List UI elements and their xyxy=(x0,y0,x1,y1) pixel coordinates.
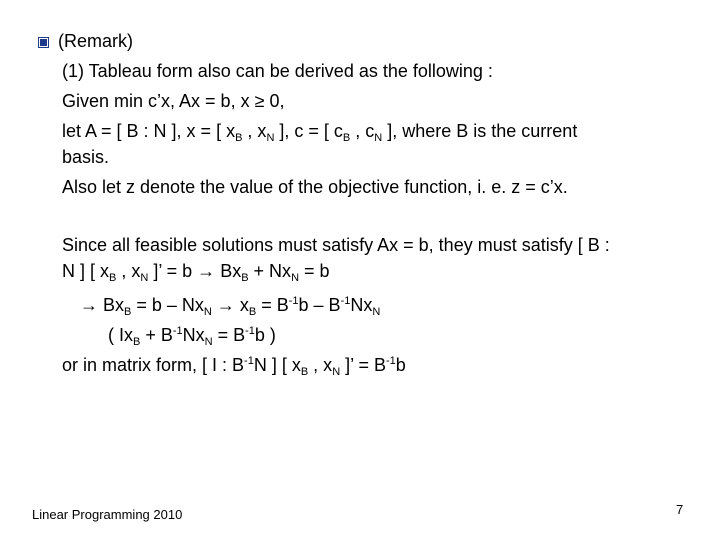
text-segment: b ) xyxy=(254,325,276,345)
subscript: N xyxy=(203,306,212,318)
text-segment: Nx xyxy=(182,325,205,345)
line-equation-1 xyxy=(62,260,330,289)
superscript: -1 xyxy=(172,325,183,337)
text-segment: N ] [ x xyxy=(62,261,110,281)
superscript: -1 xyxy=(245,325,255,337)
subscript: B xyxy=(133,336,141,348)
text-segment: ], c = [ c xyxy=(274,121,343,141)
subscript: B xyxy=(109,272,117,284)
text-segment: = B xyxy=(256,295,289,315)
footer-text: Linear Programming 2010 xyxy=(32,507,183,522)
text-segment: ], where B is the current xyxy=(382,121,578,141)
remark-title: (Remark) xyxy=(58,31,133,51)
text-segment: + B xyxy=(140,325,173,345)
text-segment: b – B xyxy=(298,295,341,315)
text-segment: , x xyxy=(308,355,333,375)
text-segment: = B xyxy=(212,325,246,345)
superscript: -1 xyxy=(244,355,254,367)
line-objective: Also let z denote the value of the objective function, i. e. z = c’x. xyxy=(62,177,568,197)
line-tableau-form: (1) Tableau form also can be derived as the following : xyxy=(62,61,493,81)
subscript: N xyxy=(204,336,213,348)
text-segment: ( Ix xyxy=(108,325,133,345)
text-segment: = b – Nx xyxy=(131,295,204,315)
text-segment: , c xyxy=(350,121,375,141)
line-matrix-form xyxy=(62,350,406,383)
subscript: B xyxy=(300,366,309,378)
checkbox-bullet-icon xyxy=(38,37,49,48)
superscript: -1 xyxy=(386,355,396,367)
text-segment: → Bx xyxy=(80,295,125,315)
subscript: B xyxy=(248,306,257,318)
line-let-partition xyxy=(62,120,577,149)
text-segment: → x xyxy=(211,295,249,315)
subscript: B xyxy=(241,272,249,284)
text-segment: = b xyxy=(299,261,330,281)
subscript: B xyxy=(235,132,243,144)
page-number: 7 xyxy=(676,502,684,517)
line-basis: basis. xyxy=(62,147,110,167)
subscript: N xyxy=(374,132,383,144)
line-given: Given min c’x, Ax = b, x ≥ 0, xyxy=(62,91,285,111)
text-segment: ]’ = b → Bx xyxy=(148,261,242,281)
line-since-feasible: Since all feasible solutions must satisfy Ax = b, they must satisfy [ B : xyxy=(62,235,610,255)
subscript: N xyxy=(332,366,341,378)
subscript: B xyxy=(342,132,351,144)
text-segment: b xyxy=(395,355,406,375)
text-segment: Nx xyxy=(350,295,373,315)
subscript: B xyxy=(124,306,132,318)
superscript: -1 xyxy=(288,295,299,307)
text-segment: , x xyxy=(242,121,267,141)
text-segment: , x xyxy=(116,261,141,281)
text-segment: + Nx xyxy=(248,261,292,281)
text-segment: ]’ = B xyxy=(340,355,386,375)
text-segment: or in matrix form, [ I : B xyxy=(62,355,245,375)
line-equation-3 xyxy=(108,320,276,353)
remark-heading xyxy=(38,30,133,52)
subscript: N xyxy=(372,306,381,318)
text-segment: let A = [ B : N ], x = [ x xyxy=(62,121,236,141)
text-segment: N ] [ x xyxy=(253,355,301,375)
line-equation-2 xyxy=(80,290,380,323)
subscript: N xyxy=(291,272,300,284)
subscript: N xyxy=(140,272,149,284)
superscript: -1 xyxy=(340,295,351,307)
subscript: N xyxy=(266,132,275,144)
